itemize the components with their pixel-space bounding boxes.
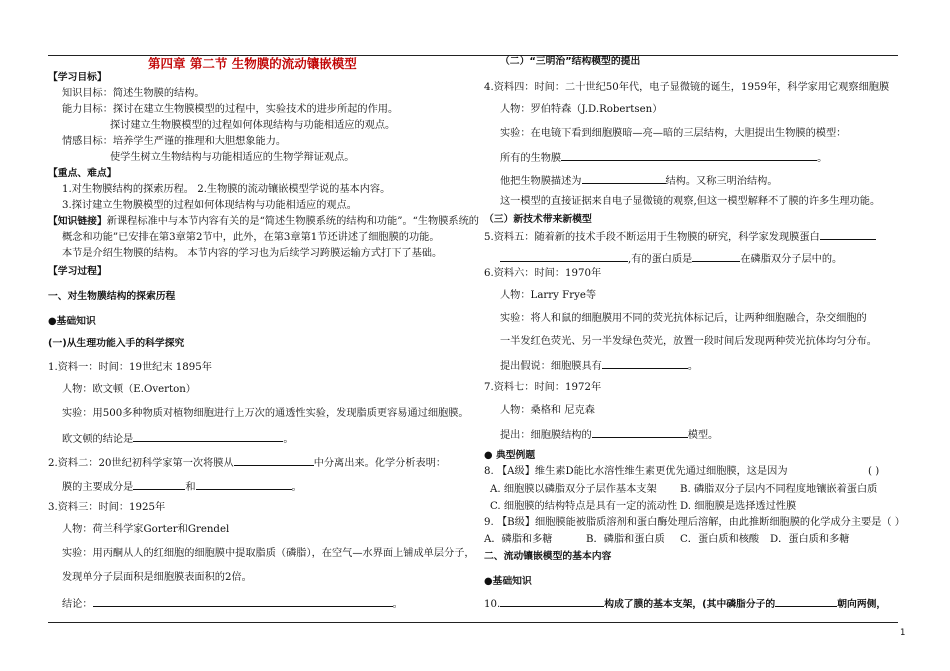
- question-8-answer-paren[interactable]: ( ): [868, 466, 880, 477]
- material-5-text-a: ,有的蛋白质是: [628, 254, 693, 265]
- material-4-all-membranes: 所有的生物膜 。: [500, 153, 828, 164]
- page-number: 1: [900, 628, 906, 638]
- question-9-option-c[interactable]: C．蛋白质和核酸: [680, 534, 760, 545]
- material-4-experiment: 实验：在电镜下看到细胞膜暗—亮—暗的三层结构，大胆提出生物膜的模型：: [500, 128, 847, 139]
- question-9: 9. 【B级】细胞膜能被脂质溶剂和蛋白酶处理后溶解，由此推断细胞膜的化学成分主要是（ ）: [484, 517, 905, 528]
- heading-learning-process: 【学习过程】: [48, 266, 107, 277]
- material-4-all-text: 所有的生物膜: [500, 153, 562, 164]
- material-4-note: 这一模型的直接证据来自电子显微镜的观察,但这一模型解释不了膜的许多生理功能。: [500, 196, 881, 207]
- subsection-1-title: (一)从生理功能入手的科学探究: [48, 338, 185, 349]
- material-5-text-b: 在磷脂双分子层中的。: [740, 254, 843, 265]
- answer-blank[interactable]: [561, 151, 817, 161]
- question-8-option-b[interactable]: B. 磷脂双分子层内不同程度地镶嵌着蛋白质: [680, 484, 878, 495]
- answer-blank[interactable]: [592, 428, 688, 438]
- basic-knowledge-label-2: ●基础知识: [484, 576, 532, 587]
- question-10: [484, 597, 886, 611]
- question-10-text-a: 构成了膜的基本支架，(其中磷脂分子的: [604, 599, 776, 610]
- knowledge-link-text-1: 新课程标准中与本节内容有关的是“简述生物膜系统的结构和功能”。“生物膜系统的: [106, 216, 479, 227]
- question-8-option-d[interactable]: D. 细胞膜是选择透过性膜: [680, 501, 797, 512]
- question-10-number: 10.: [484, 599, 501, 610]
- knowledge-link-text-3: 本节是介绍生物膜的结构。 本节内容的学习也为后续学习跨膜运输方式打下了基础。: [62, 248, 443, 259]
- question-8-option-c[interactable]: C. 细胞膜的结构特点是具有一定的流动性: [490, 501, 678, 512]
- material-1-conclusion-text: 欧文顿的结论是: [62, 434, 134, 445]
- footer-rule: [48, 622, 898, 623]
- answer-blank[interactable]: [196, 480, 292, 490]
- material-1-line: 1.资料一：时间：19世纪末 1895年: [48, 362, 212, 373]
- material-6-hypothesis: 提出假说：细胞膜具有 。: [500, 361, 699, 372]
- page-title: 第四章 第二节 生物膜的流动镶嵌模型: [148, 56, 357, 71]
- material-7-conclusion-b: 模型。: [687, 430, 719, 441]
- material-3-line: 3.资料三：时间：1925年: [48, 502, 166, 513]
- question-10-text-b: 朝向两侧，: [837, 599, 887, 610]
- answer-blank[interactable]: [500, 252, 628, 262]
- heading-goals: 【学习目标】: [48, 72, 107, 83]
- goal-ability-2: 探讨建立生物膜模型的过程如何体现结构与功能相适应的观点。: [110, 120, 396, 131]
- material-2-text-a: 2.资料二：20世纪初科学家第一次将膜从: [48, 458, 234, 469]
- question-8-option-a[interactable]: A. 细胞膜以磷脂双分子层作基本支架: [490, 484, 657, 495]
- material-5-line-2: [500, 252, 842, 266]
- answer-blank[interactable]: [133, 432, 283, 442]
- answer-blank[interactable]: [93, 597, 393, 607]
- material-3-experiment: 实验：用丙酮从人的红细胞的细胞膜中提取脂质（磷脂），在空气—水界面上铺成单层分子，: [62, 548, 475, 559]
- material-2-components: 膜的主要成分是 和 。: [62, 482, 302, 493]
- knowledge-link-line-1: [48, 216, 479, 228]
- material-3-conclusion-label: 结论：: [62, 599, 93, 610]
- question-9-option-b[interactable]: B．磷脂和蛋白质: [586, 534, 665, 545]
- subsection-2-title: （二）“三明治”结构模型的提出: [500, 56, 641, 67]
- material-3-person: 人物：荷兰科学家Gorter和Grendel: [62, 524, 230, 535]
- material-4-line: 4.资料四：时间：二十世纪50年代，电子显微镜的诞生，1959年，科学家用它观察细胞膜: [484, 82, 890, 93]
- knowledge-link-label: 【知识链接】: [48, 216, 107, 227]
- goal-ability-1: 能力目标：探讨在建立生物膜模型的过程中，实验技术的进步所起的作用。: [62, 104, 399, 115]
- material-4-person: 人物：罗伯特森（J.D.Robertsen）: [500, 104, 663, 115]
- material-2-line: [48, 456, 446, 470]
- subsection-3-title: （三）新技术带来新模型: [484, 214, 592, 225]
- answer-blank[interactable]: [500, 597, 604, 607]
- material-4-desc-b: 结构。又称三明治结构。: [665, 176, 778, 187]
- question-9-option-a[interactable]: A．磷脂和多糖: [484, 534, 553, 545]
- typical-examples-label: ● 典型例题: [484, 450, 536, 461]
- material-7-conclusion-a: 提出：细胞膜结构的: [500, 430, 592, 441]
- material-7-conclusion: [500, 428, 718, 442]
- basic-knowledge-label: ●基础知识: [48, 316, 96, 327]
- material-1-experiment: 实验：用500多种物质对植物细胞进行上万次的通透性实验，发现脂质更容易通过细胞膜。: [62, 408, 469, 419]
- goal-emotion-2: 使学生树立生物结构与功能相适应的生物学辩证观点。: [110, 152, 355, 163]
- material-6-person: 人物：Larry Frye等: [500, 290, 597, 301]
- question-9-option-d[interactable]: D．蛋白质和多糖: [770, 534, 850, 545]
- material-2-text-b: 中分离出来。化学分析表明：: [313, 458, 447, 469]
- answer-blank[interactable]: [775, 597, 837, 607]
- material-6-experiment-2: 一半发红色荧光、另一半发绿色荧光，放置一段时间后发现两种荧光抗体均匀分布。: [500, 336, 877, 347]
- material-1-conclusion: 欧文顿的结论是 。: [62, 434, 294, 445]
- material-4-desc-a: 他把生物膜描述为: [500, 176, 582, 187]
- key-point-3: 3.探讨建立生物膜模型的过程如何体现结构与功能相适应的观点。: [62, 200, 357, 211]
- material-3-result: 发现单分子层面积是细胞膜表面积的2倍。: [62, 572, 252, 583]
- answer-blank[interactable]: [820, 230, 876, 240]
- material-4-description: [500, 174, 778, 188]
- key-point-1: 1.对生物膜结构的探索历程。 2.生物膜的流动镶嵌模型学说的基本内容。: [62, 184, 391, 195]
- material-7-person: 人物：桑格和 尼克森: [500, 405, 595, 416]
- material-5-text: 5.资料五：随着新的技术手段不断运用于生物膜的研究，科学家发现膜蛋白: [484, 232, 820, 243]
- material-7-line: 7.资料七：时间：1972年: [484, 382, 602, 393]
- material-5-line: [484, 230, 876, 244]
- answer-blank[interactable]: [582, 174, 666, 184]
- answer-blank[interactable]: [133, 480, 185, 490]
- material-1-person: 人物：欧文顿（E.Overton）: [62, 384, 196, 395]
- heading-key-points: 【重点、难点】: [48, 168, 117, 179]
- section-1-title: 一、对生物膜结构的探索历程: [48, 291, 176, 302]
- answer-blank[interactable]: [602, 359, 688, 369]
- knowledge-link-text-2: 概念和功能”已安排在第3章第2节中，此外，在第3章第1节还讲述了细胞膜的功能。: [62, 232, 440, 243]
- material-6-experiment: 实验：将人和鼠的细胞膜用不同的荧光抗体标记后，让两种细胞融合，杂交细胞的: [500, 313, 867, 324]
- answer-blank[interactable]: [234, 456, 314, 466]
- section-2-title: 二、流动镶嵌模型的基本内容: [484, 551, 612, 562]
- answer-blank[interactable]: [692, 252, 740, 262]
- goal-emotion-1: 情感目标：培养学生严谨的推理和大胆想象能力。: [62, 136, 287, 147]
- material-2-text-c: 膜的主要成分是: [62, 482, 134, 493]
- material-6-hypothesis-text: 提出假说：细胞膜具有: [500, 361, 602, 372]
- material-6-line: 6.资料六：时间：1970年: [484, 268, 602, 279]
- material-3-conclusion: 结论： 。: [62, 599, 403, 610]
- material-2-text-and: 和: [185, 482, 196, 493]
- goal-knowledge: 知识目标：简述生物膜的结构。: [62, 88, 205, 99]
- question-8: 8. 【A级】维生素D能比水溶性维生素更优先通过细胞膜，这是因为: [484, 466, 788, 477]
